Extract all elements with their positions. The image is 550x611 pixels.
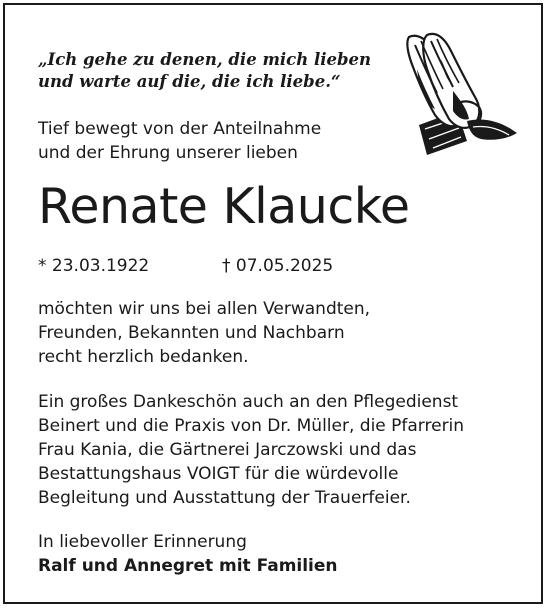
thanks-line: Freunden, Bekannten und Nachbarn [38, 323, 345, 343]
birth-date: * 23.03.1922 [38, 256, 150, 276]
special-thanks-line: Bestattungshaus VOIGT für die würdevolle [38, 464, 399, 484]
special-thanks-line: Ein großes Dankeschön auch an den Pflegedienst [38, 392, 459, 412]
death-date: † 07.05.2025 [222, 256, 334, 276]
deceased-name: Renate Klaucke [38, 178, 410, 235]
obituary-notice [3, 3, 543, 604]
intro-line: Tief bewegt von der Anteilnahme [38, 119, 322, 139]
thanks-paragraph [38, 297, 370, 369]
intro-text [38, 117, 321, 165]
thanks-line: recht herzlich bedanken. [38, 347, 249, 367]
memorial-quote [38, 49, 371, 93]
quote-line: „Ich gehe zu denen, die mich lieben [38, 50, 372, 69]
praying-hands-icon [397, 29, 525, 159]
special-thanks-line: Beinert und die Praxis von Dr. Müller, die Pfarrerin [38, 416, 465, 436]
signature: Ralf und Annegret mit Familien [38, 556, 338, 576]
special-thanks-line: Begleitung und Ausstattung der Trauerfeier. [38, 488, 411, 508]
special-thanks-paragraph [38, 390, 464, 510]
quote-line: und warte auf die, die ich liebe.“ [38, 72, 341, 91]
special-thanks-line: Frau Kania, die Gärtnerei Jarczowski und das [38, 440, 417, 460]
intro-line: und der Ehrung unserer lieben [38, 143, 298, 163]
thanks-line: möchten wir uns bei allen Verwandten, [38, 299, 371, 319]
closing-phrase: In liebevoller Erinnerung [38, 532, 247, 552]
